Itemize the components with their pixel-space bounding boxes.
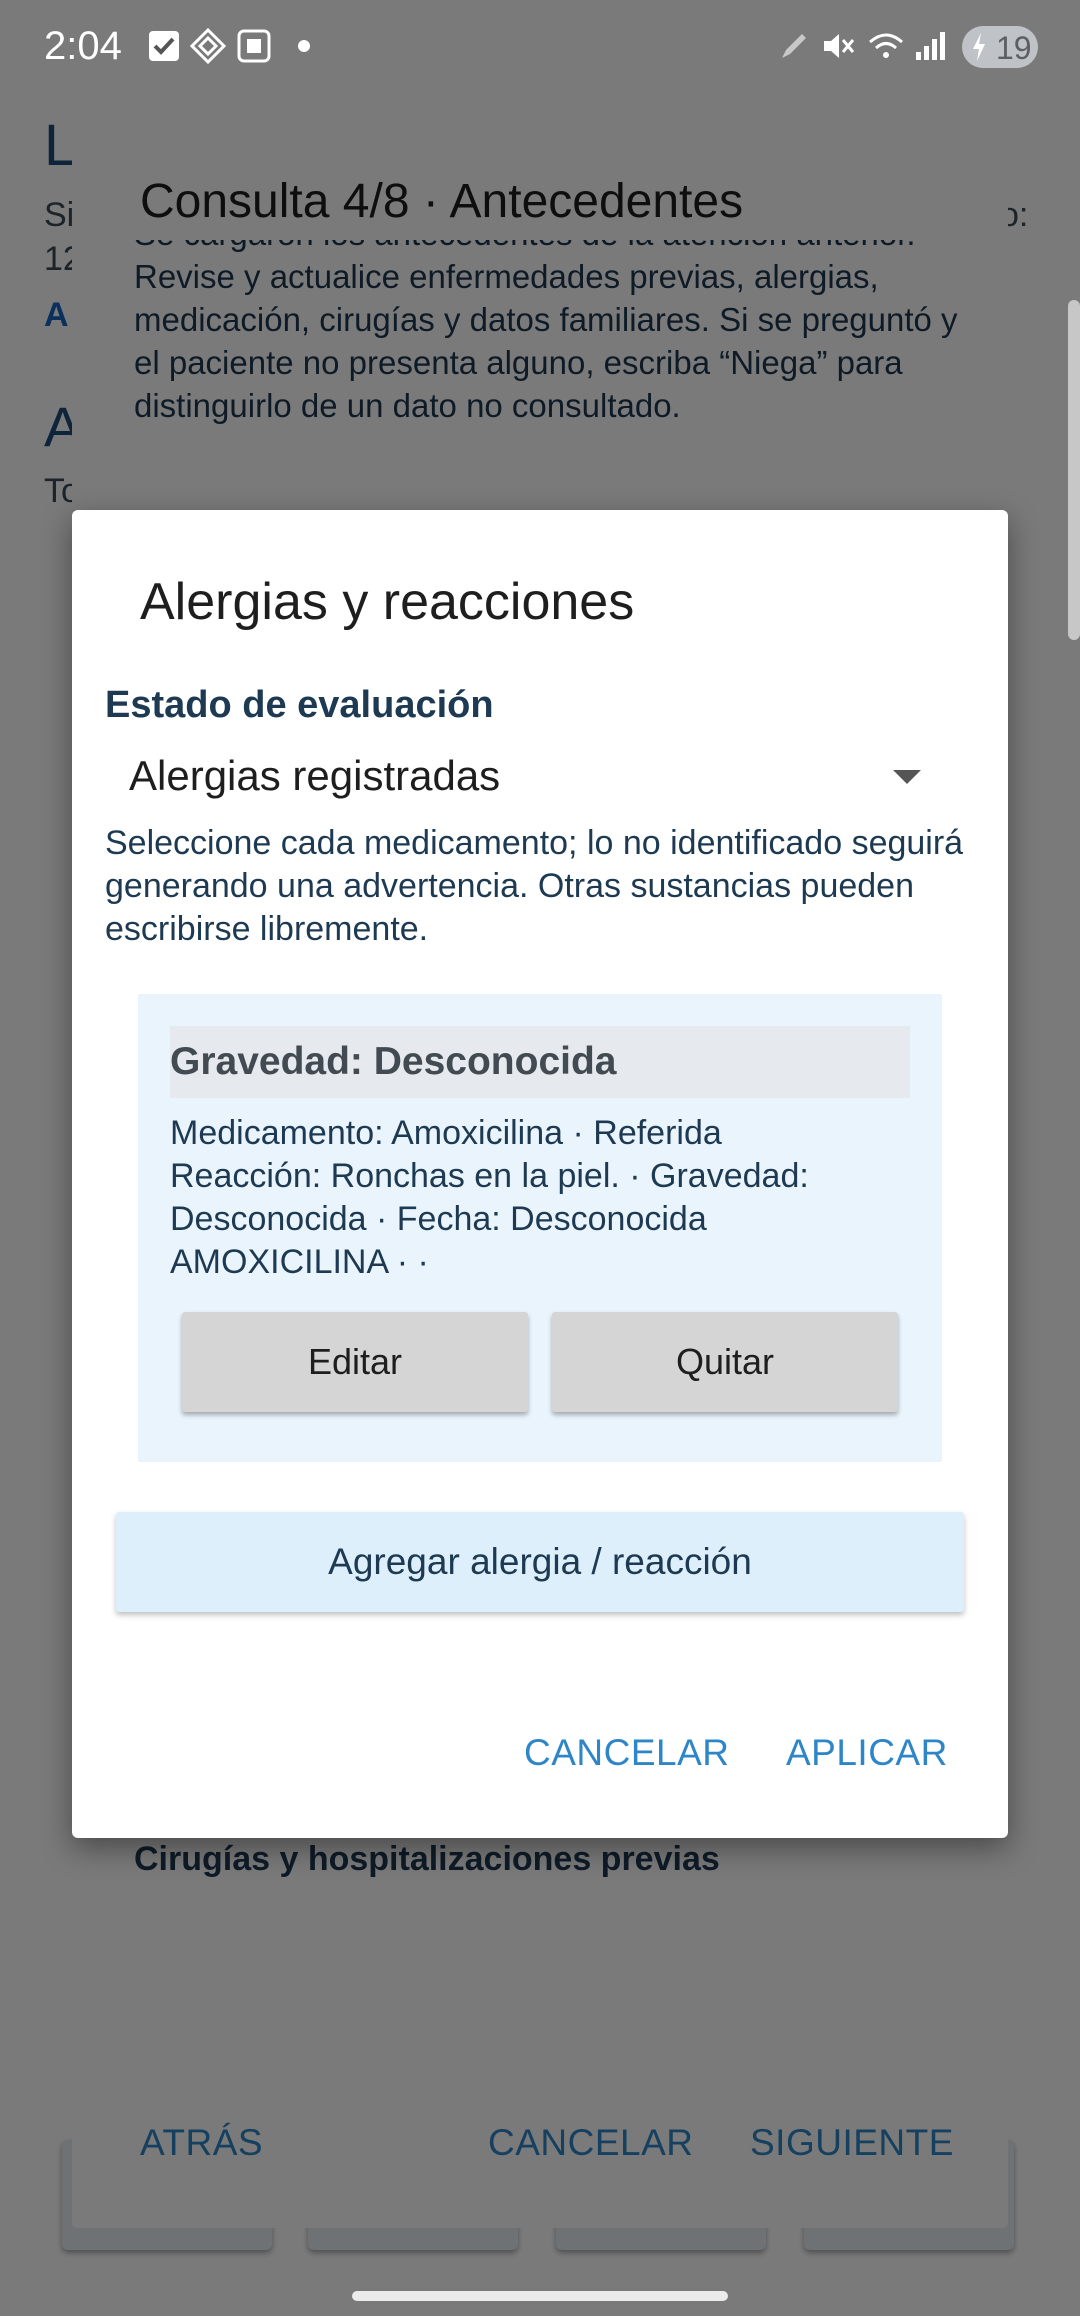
allergy-dialog xyxy=(72,510,1008,1838)
battery-level: 19 xyxy=(996,30,1032,66)
chevron-down-icon xyxy=(893,770,921,784)
allergy-entry-line: Desconocida · Fecha: Desconocida xyxy=(170,1200,707,1238)
apply-button[interactable]: APLICAR xyxy=(786,1732,948,1773)
allergy-entry-line: Reacción: Ronchas en la piel. · Gravedad: xyxy=(170,1157,809,1195)
allergy-entry-line: AMOXICILINA · · xyxy=(170,1243,429,1281)
edit-button[interactable]: Editar xyxy=(182,1312,528,1412)
cancel-button[interactable]: CANCELAR xyxy=(524,1732,730,1773)
status-time: 2:04 xyxy=(44,24,122,68)
allergy-entry-card xyxy=(138,994,942,1462)
allergy-entry-severity: Gravedad: Desconocida xyxy=(170,1040,617,1083)
pencil-icon xyxy=(776,28,812,64)
evaluation-status-label: Estado de evaluación xyxy=(105,684,494,726)
square-app-icon xyxy=(236,28,272,64)
evaluation-status-select[interactable] xyxy=(105,738,975,818)
status-bar xyxy=(0,0,1080,96)
helper-text: Seleccione cada medicamento; lo no identificado seguirá generando una advertencia. Otras sustancias pueden escribirse libremente. xyxy=(105,824,964,948)
allergy-entry-details xyxy=(170,1112,910,1284)
dot-icon xyxy=(290,28,326,64)
wifi-icon xyxy=(868,28,904,64)
allergy-entry-line: Medicamento: Amoxicilina · Referida xyxy=(170,1114,722,1152)
grid-diamond-icon xyxy=(190,28,226,64)
check-square-icon xyxy=(146,28,182,64)
allergy-dialog-title: Alergias y reacciones xyxy=(140,573,635,631)
gesture-navigation-bar[interactable] xyxy=(352,2291,728,2301)
remove-button[interactable]: Quitar xyxy=(552,1312,898,1412)
mute-icon xyxy=(820,28,856,64)
signal-icon xyxy=(912,28,948,64)
add-allergy-button[interactable]: Agregar alergia / reacción xyxy=(116,1512,964,1612)
scrollbar-thumb[interactable] xyxy=(1068,300,1080,640)
evaluation-status-value: Alergias registradas xyxy=(129,752,501,799)
allergy-entry-header xyxy=(170,1026,910,1098)
